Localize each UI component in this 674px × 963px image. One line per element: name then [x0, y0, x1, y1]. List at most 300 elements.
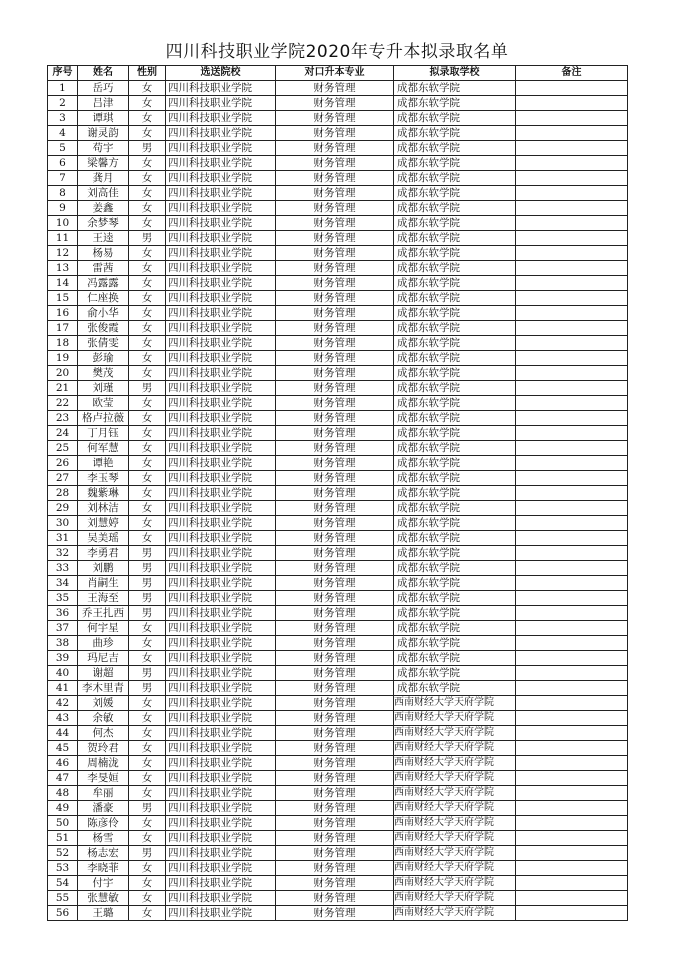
- cell-sending-school: 四川科技职业学院: [166, 846, 276, 861]
- cell-admitting-school: 成都东软学院: [394, 156, 516, 171]
- cell-seq: 14: [48, 276, 78, 291]
- cell-sending-school: 四川科技职业学院: [166, 771, 276, 786]
- table-row: [48, 501, 628, 516]
- cell-major: 财务管理: [276, 846, 394, 861]
- cell-gender: 女: [129, 816, 166, 831]
- table-row: [48, 81, 628, 96]
- table-row: [48, 486, 628, 501]
- cell-major: 财务管理: [276, 861, 394, 876]
- cell-sending-school: 四川科技职业学院: [166, 186, 276, 201]
- cell-gender: 女: [129, 96, 166, 111]
- cell-seq: 29: [48, 501, 78, 516]
- cell-seq: 23: [48, 411, 78, 426]
- cell-major: 财务管理: [276, 81, 394, 96]
- cell-admitting-school: 成都东软学院: [394, 171, 516, 186]
- cell-seq: 51: [48, 831, 78, 846]
- cell-major: 财务管理: [276, 171, 394, 186]
- cell-name: 刘媛: [78, 696, 129, 711]
- cell-sending-school: 四川科技职业学院: [166, 441, 276, 456]
- cell-sending-school: 四川科技职业学院: [166, 531, 276, 546]
- cell-major: 财务管理: [276, 411, 394, 426]
- cell-admitting-school: 成都东软学院: [394, 426, 516, 441]
- cell-admitting-school: 成都东软学院: [394, 561, 516, 576]
- cell-admitting-school: 成都东软学院: [394, 276, 516, 291]
- cell-major: 财务管理: [276, 441, 394, 456]
- cell-sending-school: 四川科技职业学院: [166, 126, 276, 141]
- cell-remarks: [516, 591, 628, 606]
- cell-name: 彭瑜: [78, 351, 129, 366]
- cell-sending-school: 四川科技职业学院: [166, 756, 276, 771]
- table-row: [48, 696, 628, 711]
- cell-name: 谭艳: [78, 456, 129, 471]
- table-row: [48, 336, 628, 351]
- cell-gender: 女: [129, 756, 166, 771]
- cell-major: 财务管理: [276, 321, 394, 336]
- cell-seq: 20: [48, 366, 78, 381]
- cell-gender: 男: [129, 591, 166, 606]
- cell-admitting-school: 成都东软学院: [394, 666, 516, 681]
- cell-name: 何军慧: [78, 441, 129, 456]
- cell-seq: 13: [48, 261, 78, 276]
- cell-seq: 26: [48, 456, 78, 471]
- cell-name: 余敏: [78, 711, 129, 726]
- cell-major: 财务管理: [276, 726, 394, 741]
- table-row: [48, 606, 628, 621]
- table-row: [48, 756, 628, 771]
- cell-gender: 女: [129, 306, 166, 321]
- table-row: [48, 711, 628, 726]
- table-row: [48, 621, 628, 636]
- table-row: [48, 111, 628, 126]
- cell-admitting-school: 成都东软学院: [394, 411, 516, 426]
- cell-gender: 女: [129, 321, 166, 336]
- header-major: 对口升本专业: [276, 66, 394, 81]
- cell-name: 余梦琴: [78, 216, 129, 231]
- cell-seq: 39: [48, 651, 78, 666]
- cell-admitting-school: 西南财经大学天府学院: [394, 891, 516, 906]
- cell-gender: 女: [129, 786, 166, 801]
- cell-name: 谢灵韵: [78, 126, 129, 141]
- cell-sending-school: 四川科技职业学院: [166, 891, 276, 906]
- table-row: [48, 726, 628, 741]
- cell-remarks: [516, 156, 628, 171]
- cell-gender: 男: [129, 846, 166, 861]
- cell-admitting-school: 成都东软学院: [394, 471, 516, 486]
- cell-remarks: [516, 111, 628, 126]
- cell-major: 财务管理: [276, 696, 394, 711]
- cell-admitting-school: 西南财经大学天府学院: [394, 846, 516, 861]
- cell-sending-school: 四川科技职业学院: [166, 411, 276, 426]
- cell-major: 财务管理: [276, 276, 394, 291]
- cell-major: 财务管理: [276, 636, 394, 651]
- table-row: [48, 291, 628, 306]
- cell-gender: 女: [129, 126, 166, 141]
- cell-gender: 男: [129, 606, 166, 621]
- cell-name: 李晓菲: [78, 861, 129, 876]
- cell-admitting-school: 西南财经大学天府学院: [394, 906, 516, 921]
- cell-name: 李木里青: [78, 681, 129, 696]
- header-gender: 性别: [129, 66, 166, 81]
- cell-name: 刘瑾: [78, 381, 129, 396]
- cell-admitting-school: 成都东软学院: [394, 186, 516, 201]
- cell-sending-school: 四川科技职业学院: [166, 216, 276, 231]
- cell-major: 财务管理: [276, 906, 394, 921]
- cell-major: 财务管理: [276, 756, 394, 771]
- cell-major: 财务管理: [276, 396, 394, 411]
- cell-sending-school: 四川科技职业学院: [166, 516, 276, 531]
- header-name: 姓名: [78, 66, 129, 81]
- cell-gender: 女: [129, 456, 166, 471]
- cell-major: 财务管理: [276, 231, 394, 246]
- cell-sending-school: 四川科技职业学院: [166, 456, 276, 471]
- cell-admitting-school: 成都东软学院: [394, 546, 516, 561]
- cell-gender: 女: [129, 711, 166, 726]
- cell-name: 王逵: [78, 231, 129, 246]
- cell-admitting-school: 成都东软学院: [394, 396, 516, 411]
- cell-major: 财务管理: [276, 306, 394, 321]
- cell-major: 财务管理: [276, 876, 394, 891]
- cell-sending-school: 四川科技职业学院: [166, 651, 276, 666]
- cell-major: 财务管理: [276, 621, 394, 636]
- cell-name: 丁月钰: [78, 426, 129, 441]
- cell-remarks: [516, 81, 628, 96]
- cell-major: 财务管理: [276, 771, 394, 786]
- page-title: 四川科技职业学院2020年专升本拟录取名单: [165, 42, 509, 62]
- table-row: [48, 216, 628, 231]
- cell-remarks: [516, 816, 628, 831]
- cell-name: 玛尼吉: [78, 651, 129, 666]
- table-row: [48, 546, 628, 561]
- cell-sending-school: 四川科技职业学院: [166, 591, 276, 606]
- cell-name: 陈彦伶: [78, 816, 129, 831]
- cell-remarks: [516, 531, 628, 546]
- cell-gender: 女: [129, 486, 166, 501]
- cell-admitting-school: 成都东软学院: [394, 591, 516, 606]
- cell-gender: 女: [129, 651, 166, 666]
- cell-sending-school: 四川科技职业学院: [166, 561, 276, 576]
- header-admitting-school: 拟录取学校: [394, 66, 516, 81]
- cell-gender: 女: [129, 396, 166, 411]
- table-row: [48, 321, 628, 336]
- cell-name: 龚月: [78, 171, 129, 186]
- table-row: [48, 816, 628, 831]
- cell-remarks: [516, 336, 628, 351]
- cell-major: 财务管理: [276, 141, 394, 156]
- table-row: [48, 276, 628, 291]
- cell-name: 何杰: [78, 726, 129, 741]
- cell-gender: 女: [129, 531, 166, 546]
- cell-major: 财务管理: [276, 891, 394, 906]
- cell-sending-school: 四川科技职业学院: [166, 351, 276, 366]
- cell-sending-school: 四川科技职业学院: [166, 666, 276, 681]
- cell-sending-school: 四川科技职业学院: [166, 426, 276, 441]
- cell-sending-school: 四川科技职业学院: [166, 741, 276, 756]
- table-body: [48, 81, 628, 921]
- cell-gender: 男: [129, 561, 166, 576]
- cell-sending-school: 四川科技职业学院: [166, 366, 276, 381]
- cell-admitting-school: 成都东软学院: [394, 141, 516, 156]
- cell-remarks: [516, 651, 628, 666]
- cell-admitting-school: 成都东软学院: [394, 621, 516, 636]
- cell-major: 财务管理: [276, 681, 394, 696]
- cell-admitting-school: 西南财经大学天府学院: [394, 786, 516, 801]
- cell-admitting-school: 成都东软学院: [394, 681, 516, 696]
- cell-sending-school: 四川科技职业学院: [166, 141, 276, 156]
- cell-gender: 男: [129, 576, 166, 591]
- cell-admitting-school: 成都东软学院: [394, 516, 516, 531]
- cell-seq: 12: [48, 246, 78, 261]
- table-header-row: [48, 66, 628, 81]
- cell-remarks: [516, 606, 628, 621]
- cell-seq: 48: [48, 786, 78, 801]
- cell-remarks: [516, 846, 628, 861]
- cell-major: 财务管理: [276, 531, 394, 546]
- cell-remarks: [516, 576, 628, 591]
- cell-admitting-school: 成都东软学院: [394, 246, 516, 261]
- cell-seq: 10: [48, 216, 78, 231]
- cell-major: 财务管理: [276, 291, 394, 306]
- cell-seq: 38: [48, 636, 78, 651]
- table-row: [48, 186, 628, 201]
- cell-admitting-school: 西南财经大学天府学院: [394, 696, 516, 711]
- cell-remarks: [516, 141, 628, 156]
- cell-seq: 33: [48, 561, 78, 576]
- cell-admitting-school: 成都东软学院: [394, 321, 516, 336]
- cell-sending-school: 四川科技职业学院: [166, 96, 276, 111]
- cell-name: 格卢拉薇: [78, 411, 129, 426]
- cell-admitting-school: 成都东软学院: [394, 201, 516, 216]
- cell-gender: 女: [129, 471, 166, 486]
- cell-sending-school: 四川科技职业学院: [166, 471, 276, 486]
- table-row: [48, 516, 628, 531]
- cell-gender: 女: [129, 441, 166, 456]
- cell-remarks: [516, 276, 628, 291]
- cell-major: 财务管理: [276, 246, 394, 261]
- cell-remarks: [516, 756, 628, 771]
- cell-admitting-school: 成都东软学院: [394, 111, 516, 126]
- cell-seq: 49: [48, 801, 78, 816]
- cell-remarks: [516, 366, 628, 381]
- cell-seq: 44: [48, 726, 78, 741]
- cell-remarks: [516, 216, 628, 231]
- cell-name: 李旻姮: [78, 771, 129, 786]
- cell-remarks: [516, 261, 628, 276]
- cell-gender: 女: [129, 891, 166, 906]
- cell-gender: 女: [129, 201, 166, 216]
- cell-major: 财务管理: [276, 456, 394, 471]
- table-row: [48, 846, 628, 861]
- cell-seq: 37: [48, 621, 78, 636]
- cell-major: 财务管理: [276, 576, 394, 591]
- cell-name: 刘鹏: [78, 561, 129, 576]
- cell-seq: 11: [48, 231, 78, 246]
- table-row: [48, 456, 628, 471]
- table-row: [48, 411, 628, 426]
- cell-seq: 19: [48, 351, 78, 366]
- cell-seq: 17: [48, 321, 78, 336]
- cell-admitting-school: 成都东软学院: [394, 381, 516, 396]
- cell-seq: 5: [48, 141, 78, 156]
- cell-remarks: [516, 291, 628, 306]
- table-row: [48, 576, 628, 591]
- cell-major: 财务管理: [276, 366, 394, 381]
- cell-seq: 54: [48, 876, 78, 891]
- cell-sending-school: 四川科技职业学院: [166, 876, 276, 891]
- cell-name: 樊茂: [78, 366, 129, 381]
- table-row: [48, 636, 628, 651]
- cell-remarks: [516, 96, 628, 111]
- cell-gender: 女: [129, 726, 166, 741]
- cell-admitting-school: 成都东软学院: [394, 231, 516, 246]
- cell-sending-school: 四川科技职业学院: [166, 276, 276, 291]
- cell-remarks: [516, 351, 628, 366]
- table-row: [48, 261, 628, 276]
- cell-remarks: [516, 621, 628, 636]
- cell-seq: 45: [48, 741, 78, 756]
- cell-name: 杨易: [78, 246, 129, 261]
- cell-name: 张俊霞: [78, 321, 129, 336]
- cell-gender: 女: [129, 156, 166, 171]
- cell-major: 财务管理: [276, 471, 394, 486]
- cell-major: 财务管理: [276, 546, 394, 561]
- cell-seq: 1: [48, 81, 78, 96]
- cell-name: 苟宇: [78, 141, 129, 156]
- cell-major: 财务管理: [276, 486, 394, 501]
- cell-sending-school: 四川科技职业学院: [166, 336, 276, 351]
- cell-remarks: [516, 126, 628, 141]
- cell-seq: 56: [48, 906, 78, 921]
- table-row: [48, 561, 628, 576]
- cell-seq: 40: [48, 666, 78, 681]
- table-row: [48, 861, 628, 876]
- table-row: [48, 426, 628, 441]
- cell-name: 雷茜: [78, 261, 129, 276]
- cell-remarks: [516, 201, 628, 216]
- cell-admitting-school: 西南财经大学天府学院: [394, 876, 516, 891]
- cell-remarks: [516, 861, 628, 876]
- cell-remarks: [516, 561, 628, 576]
- cell-remarks: [516, 546, 628, 561]
- cell-remarks: [516, 321, 628, 336]
- cell-major: 财务管理: [276, 816, 394, 831]
- cell-name: 牟丽: [78, 786, 129, 801]
- cell-remarks: [516, 411, 628, 426]
- cell-seq: 27: [48, 471, 78, 486]
- cell-remarks: [516, 696, 628, 711]
- cell-name: 李玉琴: [78, 471, 129, 486]
- cell-sending-school: 四川科技职业学院: [166, 321, 276, 336]
- cell-remarks: [516, 306, 628, 321]
- cell-name: 冯露露: [78, 276, 129, 291]
- cell-admitting-school: 成都东软学院: [394, 126, 516, 141]
- cell-name: 吕津: [78, 96, 129, 111]
- cell-major: 财务管理: [276, 711, 394, 726]
- cell-admitting-school: 成都东软学院: [394, 576, 516, 591]
- cell-seq: 3: [48, 111, 78, 126]
- table-row: [48, 666, 628, 681]
- header-seq: 序号: [48, 66, 78, 81]
- cell-seq: 43: [48, 711, 78, 726]
- cell-sending-school: 四川科技职业学院: [166, 786, 276, 801]
- cell-sending-school: 四川科技职业学院: [166, 156, 276, 171]
- cell-remarks: [516, 486, 628, 501]
- cell-remarks: [516, 171, 628, 186]
- cell-sending-school: 四川科技职业学院: [166, 621, 276, 636]
- document-page: [47, 40, 627, 921]
- cell-sending-school: 四川科技职业学院: [166, 261, 276, 276]
- cell-name: 欧莹: [78, 396, 129, 411]
- cell-seq: 42: [48, 696, 78, 711]
- table-row: [48, 96, 628, 111]
- cell-admitting-school: 成都东软学院: [394, 606, 516, 621]
- cell-major: 财务管理: [276, 186, 394, 201]
- cell-name: 谭琪: [78, 111, 129, 126]
- cell-remarks: [516, 876, 628, 891]
- cell-remarks: [516, 801, 628, 816]
- cell-seq: 9: [48, 201, 78, 216]
- cell-seq: 4: [48, 126, 78, 141]
- cell-gender: 男: [129, 666, 166, 681]
- cell-remarks: [516, 741, 628, 756]
- table-row: [48, 246, 628, 261]
- cell-major: 财务管理: [276, 831, 394, 846]
- cell-name: 曲珍: [78, 636, 129, 651]
- cell-admitting-school: 成都东软学院: [394, 336, 516, 351]
- table-row: [48, 831, 628, 846]
- cell-remarks: [516, 246, 628, 261]
- cell-remarks: [516, 471, 628, 486]
- cell-admitting-school: 西南财经大学天府学院: [394, 771, 516, 786]
- cell-gender: 女: [129, 366, 166, 381]
- cell-remarks: [516, 456, 628, 471]
- cell-sending-school: 四川科技职业学院: [166, 546, 276, 561]
- cell-sending-school: 四川科技职业学院: [166, 501, 276, 516]
- cell-sending-school: 四川科技职业学院: [166, 606, 276, 621]
- table-row: [48, 171, 628, 186]
- cell-admitting-school: 成都东软学院: [394, 261, 516, 276]
- cell-name: 仁座换: [78, 291, 129, 306]
- cell-gender: 女: [129, 81, 166, 96]
- cell-seq: 7: [48, 171, 78, 186]
- cell-seq: 25: [48, 441, 78, 456]
- cell-major: 财务管理: [276, 261, 394, 276]
- cell-gender: 女: [129, 906, 166, 921]
- cell-sending-school: 四川科技职业学院: [166, 831, 276, 846]
- cell-remarks: [516, 516, 628, 531]
- cell-gender: 女: [129, 276, 166, 291]
- table-row: [48, 651, 628, 666]
- cell-sending-school: 四川科技职业学院: [166, 231, 276, 246]
- cell-seq: 16: [48, 306, 78, 321]
- cell-name: 姜鑫: [78, 201, 129, 216]
- cell-name: 何宇星: [78, 621, 129, 636]
- table-row: [48, 366, 628, 381]
- cell-sending-school: 四川科技职业学院: [166, 111, 276, 126]
- cell-name: 魏紫琳: [78, 486, 129, 501]
- cell-name: 王璐: [78, 906, 129, 921]
- cell-name: 杨志宏: [78, 846, 129, 861]
- cell-sending-school: 四川科技职业学院: [166, 381, 276, 396]
- cell-gender: 女: [129, 336, 166, 351]
- table-row: [48, 441, 628, 456]
- cell-gender: 女: [129, 411, 166, 426]
- cell-seq: 28: [48, 486, 78, 501]
- cell-remarks: [516, 711, 628, 726]
- table-row: [48, 156, 628, 171]
- cell-sending-school: 四川科技职业学院: [166, 576, 276, 591]
- table-row: [48, 771, 628, 786]
- cell-gender: 男: [129, 231, 166, 246]
